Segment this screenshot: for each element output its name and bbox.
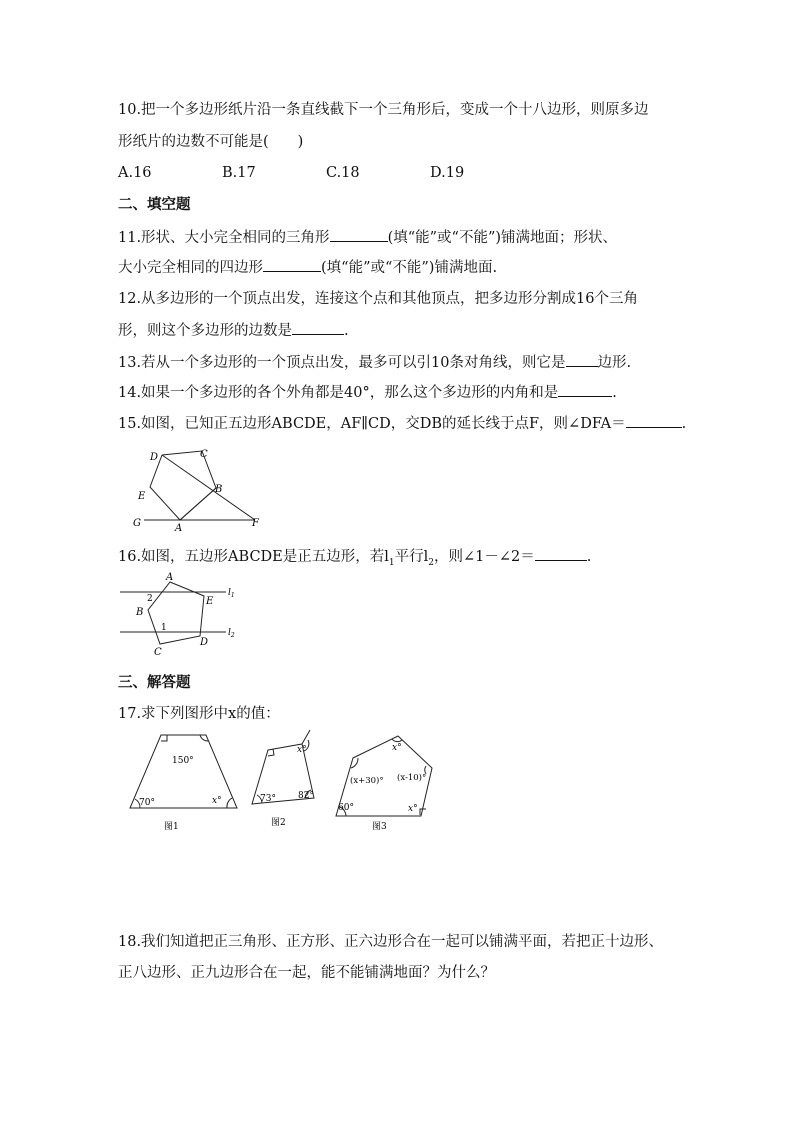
q13-blank [566, 352, 598, 367]
q11-text-a: 11.形状、大小完全相同的三角形 [118, 230, 330, 246]
q15-label-f: F [252, 518, 259, 529]
q15-label-g: G [133, 518, 141, 529]
q16-label-c: C [154, 647, 162, 658]
fig2-angle-82: 82° [298, 791, 314, 801]
q15-text-a: 15.如图，已知正五边形ABCDE，AF∥CD，交DB的延长线于点F，则∠DFA＝ [118, 416, 626, 432]
fig2-angle-x: x° [297, 745, 307, 755]
q16-text-d: . [586, 549, 592, 565]
q16-angle-1: 1 [161, 623, 167, 633]
q16-label-b: B [136, 607, 144, 618]
q16-line-l2: $l_2$ [228, 628, 235, 639]
q11-blank-1 [330, 227, 388, 242]
fig2-caption: 图2 [271, 818, 286, 828]
q10-line1: 10.把一个多边形纸片沿一条直线截下一个三角形后，变成一个十八边形，则原多边 [118, 102, 649, 118]
q16-text-b: 平行l [394, 549, 429, 565]
q14-text-a: 14.如果一个多边形的各个外角都是40°，那么这个多边形的内角和是 [118, 385, 559, 401]
q15-line [118, 413, 686, 434]
q12-line2 [118, 320, 349, 341]
q11-blank-2 [263, 257, 321, 272]
q16-text-c: ，则∠1－∠2＝ [434, 549, 535, 565]
q16-label-e: E [206, 596, 214, 607]
q11-line2 [118, 257, 497, 278]
q16-sub-1: 1 [388, 557, 395, 568]
q11-text-b: (填“能”或“不能”)铺满地面；形状、 [387, 230, 618, 246]
fig1-angle-150: 150° [172, 756, 194, 766]
fig3-caption: 图3 [372, 822, 387, 832]
q11-text-c: 大小完全相同的四边形 [118, 260, 263, 276]
q13-text-b: 边形. [597, 355, 632, 371]
fig3-angle-x-bottom: x° [408, 804, 418, 814]
q16-figure [118, 570, 248, 660]
q15-label-d: D [150, 452, 159, 463]
q14-text-b: . [612, 385, 617, 401]
section-2-heading: 二、填空题 [118, 196, 191, 213]
q10-option-b: B.17 [222, 165, 256, 181]
q12-line1: 12.从多边形的一个顶点出发，连接这个点和其他顶点，把多边形分割成16个三角 [118, 291, 639, 307]
q18-line2: 正八边形、正九边形合在一起，能不能铺满地面？为什么？ [118, 965, 495, 981]
fig3-angle-x-plus-30: (x+30)° [350, 776, 384, 786]
q15-label-b: B [215, 484, 223, 495]
q15-blank [626, 413, 682, 428]
fig3-angle-x-top: x° [392, 743, 402, 753]
q16-line-l1: $l_1$ [228, 588, 235, 599]
q16-angle-2: 2 [147, 594, 153, 604]
q14-blank [558, 382, 612, 397]
fig3-angle-x-minus-10: (x-10)° [397, 773, 427, 783]
q16-text-a: 16.如图，五边形ABCDE是正五边形，若l [118, 549, 389, 565]
fig3-angle-60: 60° [338, 803, 354, 813]
q13-text-a: 13.若从一个多边形的一个顶点出发，最多可以引10条对角线，则它是 [118, 355, 566, 371]
fig1-caption: 图1 [164, 822, 179, 832]
fig1-angle-x: x° [212, 796, 222, 806]
q11-line1 [118, 227, 617, 248]
q12-blank [292, 320, 344, 335]
q15-label-a: A [175, 523, 183, 534]
q16-sub-2: 2 [428, 557, 435, 568]
q10-option-c: C.18 [326, 165, 360, 181]
q18-line1: 18.我们知道把正三角形、正方形、正六边形合在一起可以铺满平面，若把正十边形、 [118, 934, 664, 950]
q17-line: 17.求下列图形中x的值： [118, 706, 280, 722]
q15-label-c: C [200, 449, 208, 460]
q14-line [118, 382, 617, 403]
fig2-angle-73: 73° [260, 794, 276, 804]
fig1-angle-70: 70° [139, 798, 155, 808]
q16-blank [535, 546, 587, 561]
q16-line [118, 546, 591, 573]
q10-option-d: D.19 [430, 165, 465, 181]
q11-text-d: (填“能”或“不能”)铺满地面. [321, 260, 498, 276]
q15-figure [120, 440, 280, 535]
q13-line [118, 352, 631, 373]
q16-label-d: D [200, 637, 209, 648]
q10-option-a: A.16 [118, 165, 152, 181]
q10-line2: 形纸片的边数不可能是( ) [118, 134, 304, 150]
q12-text-a: 形，则这个多边形的边数是 [118, 323, 292, 339]
q17-figures [124, 728, 444, 836]
q15-label-e: E [138, 491, 146, 502]
q16-label-a: A [166, 572, 174, 583]
q15-text-b: . [681, 416, 687, 432]
section-3-heading: 三、解答题 [118, 674, 191, 691]
q12-text-b: . [344, 323, 349, 339]
